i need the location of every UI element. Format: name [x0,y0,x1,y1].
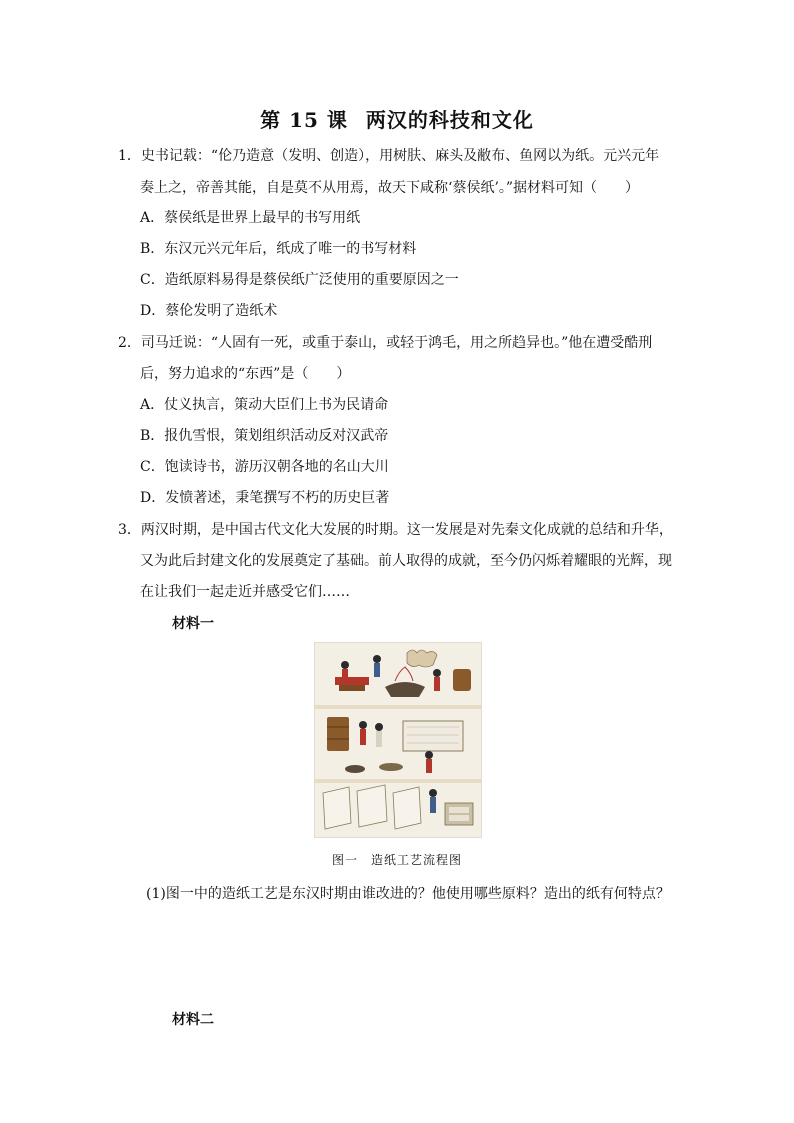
question-1-text-1: 史书记载：“伦乃造意（发明、创造），用树肤、麻头及敝布、鱼网以为纸。元兴元年 [140,148,660,164]
question-2-option-d[interactable]: D．发愤著述，秉笔撰写不朽的历史巨著 [140,490,390,506]
papermaking-illustration [314,642,482,838]
question-1-option-d[interactable]: D．蔡伦发明了造纸术 [140,303,278,319]
question-3-text-1: 两汉时期，是中国古代文化大发展的时期。这一发展是对先秦文化成就的总结和升华， [140,522,673,538]
question-1-line-2: 奏上之，帝善其能，自是莫不从用焉，故天下咸称‘蔡侯纸’。”据材料可知（ ） [140,180,640,196]
question-1-option-c[interactable]: C．造纸原料易得是蔡侯纸广泛使用的重要原因之一 [140,272,459,288]
figure-caption: 图一 造纸工艺流程图 [331,853,462,867]
question-2-option-c[interactable]: C．饱读诗书，游历汉朝各地的名山大川 [140,459,389,475]
question-1-option-a[interactable]: A．蔡侯纸是世界上最早的书写用纸 [140,210,361,226]
question-2-option-b[interactable]: B．报仇雪恨，策划组织活动反对汉武帝 [140,428,389,444]
question-2-text-1: 司马迁说：“人固有一死，或重于泰山，或轻于鸿毛，用之所趋异也。”他在遭受酷刑 [140,335,653,351]
question-1-number: 1． [118,148,141,164]
sub-question-1: (1)图一中的造纸工艺是东汉时期由谁改进的？他使用哪些原料？造出的纸有何特点？ [146,886,670,902]
question-1-option-b[interactable]: B．东汉元兴元年后，纸成了唯一的书写材料 [140,241,417,257]
question-1-line-1 [118,146,659,166]
question-3-number: 3． [118,522,141,538]
question-3-line-1 [118,520,673,540]
page-title [0,104,794,133]
question-3-line-2: 又为此后封建文化的发展奠定了基础。前人取得的成就，至今仍闪烁着耀眼的光辉，现 [140,553,672,569]
question-3-line-3: 在让我们一起走近并感受它们…… [140,584,350,600]
question-2-line-1 [118,333,652,353]
lesson-number: 第 15 课 [260,108,348,132]
material-1-heading: 材料一 [172,616,214,632]
question-2-line-2: 后，努力追求的“东西”是（ ） [140,366,351,382]
question-2-number: 2． [118,335,141,351]
material-2-heading: 材料二 [172,1012,214,1028]
lesson-name: 两汉的科技和文化 [365,108,534,132]
papermaking-drawing [315,643,481,837]
question-2-option-a[interactable]: A．仗义执言，策动大臣们上书为民请命 [140,397,389,413]
